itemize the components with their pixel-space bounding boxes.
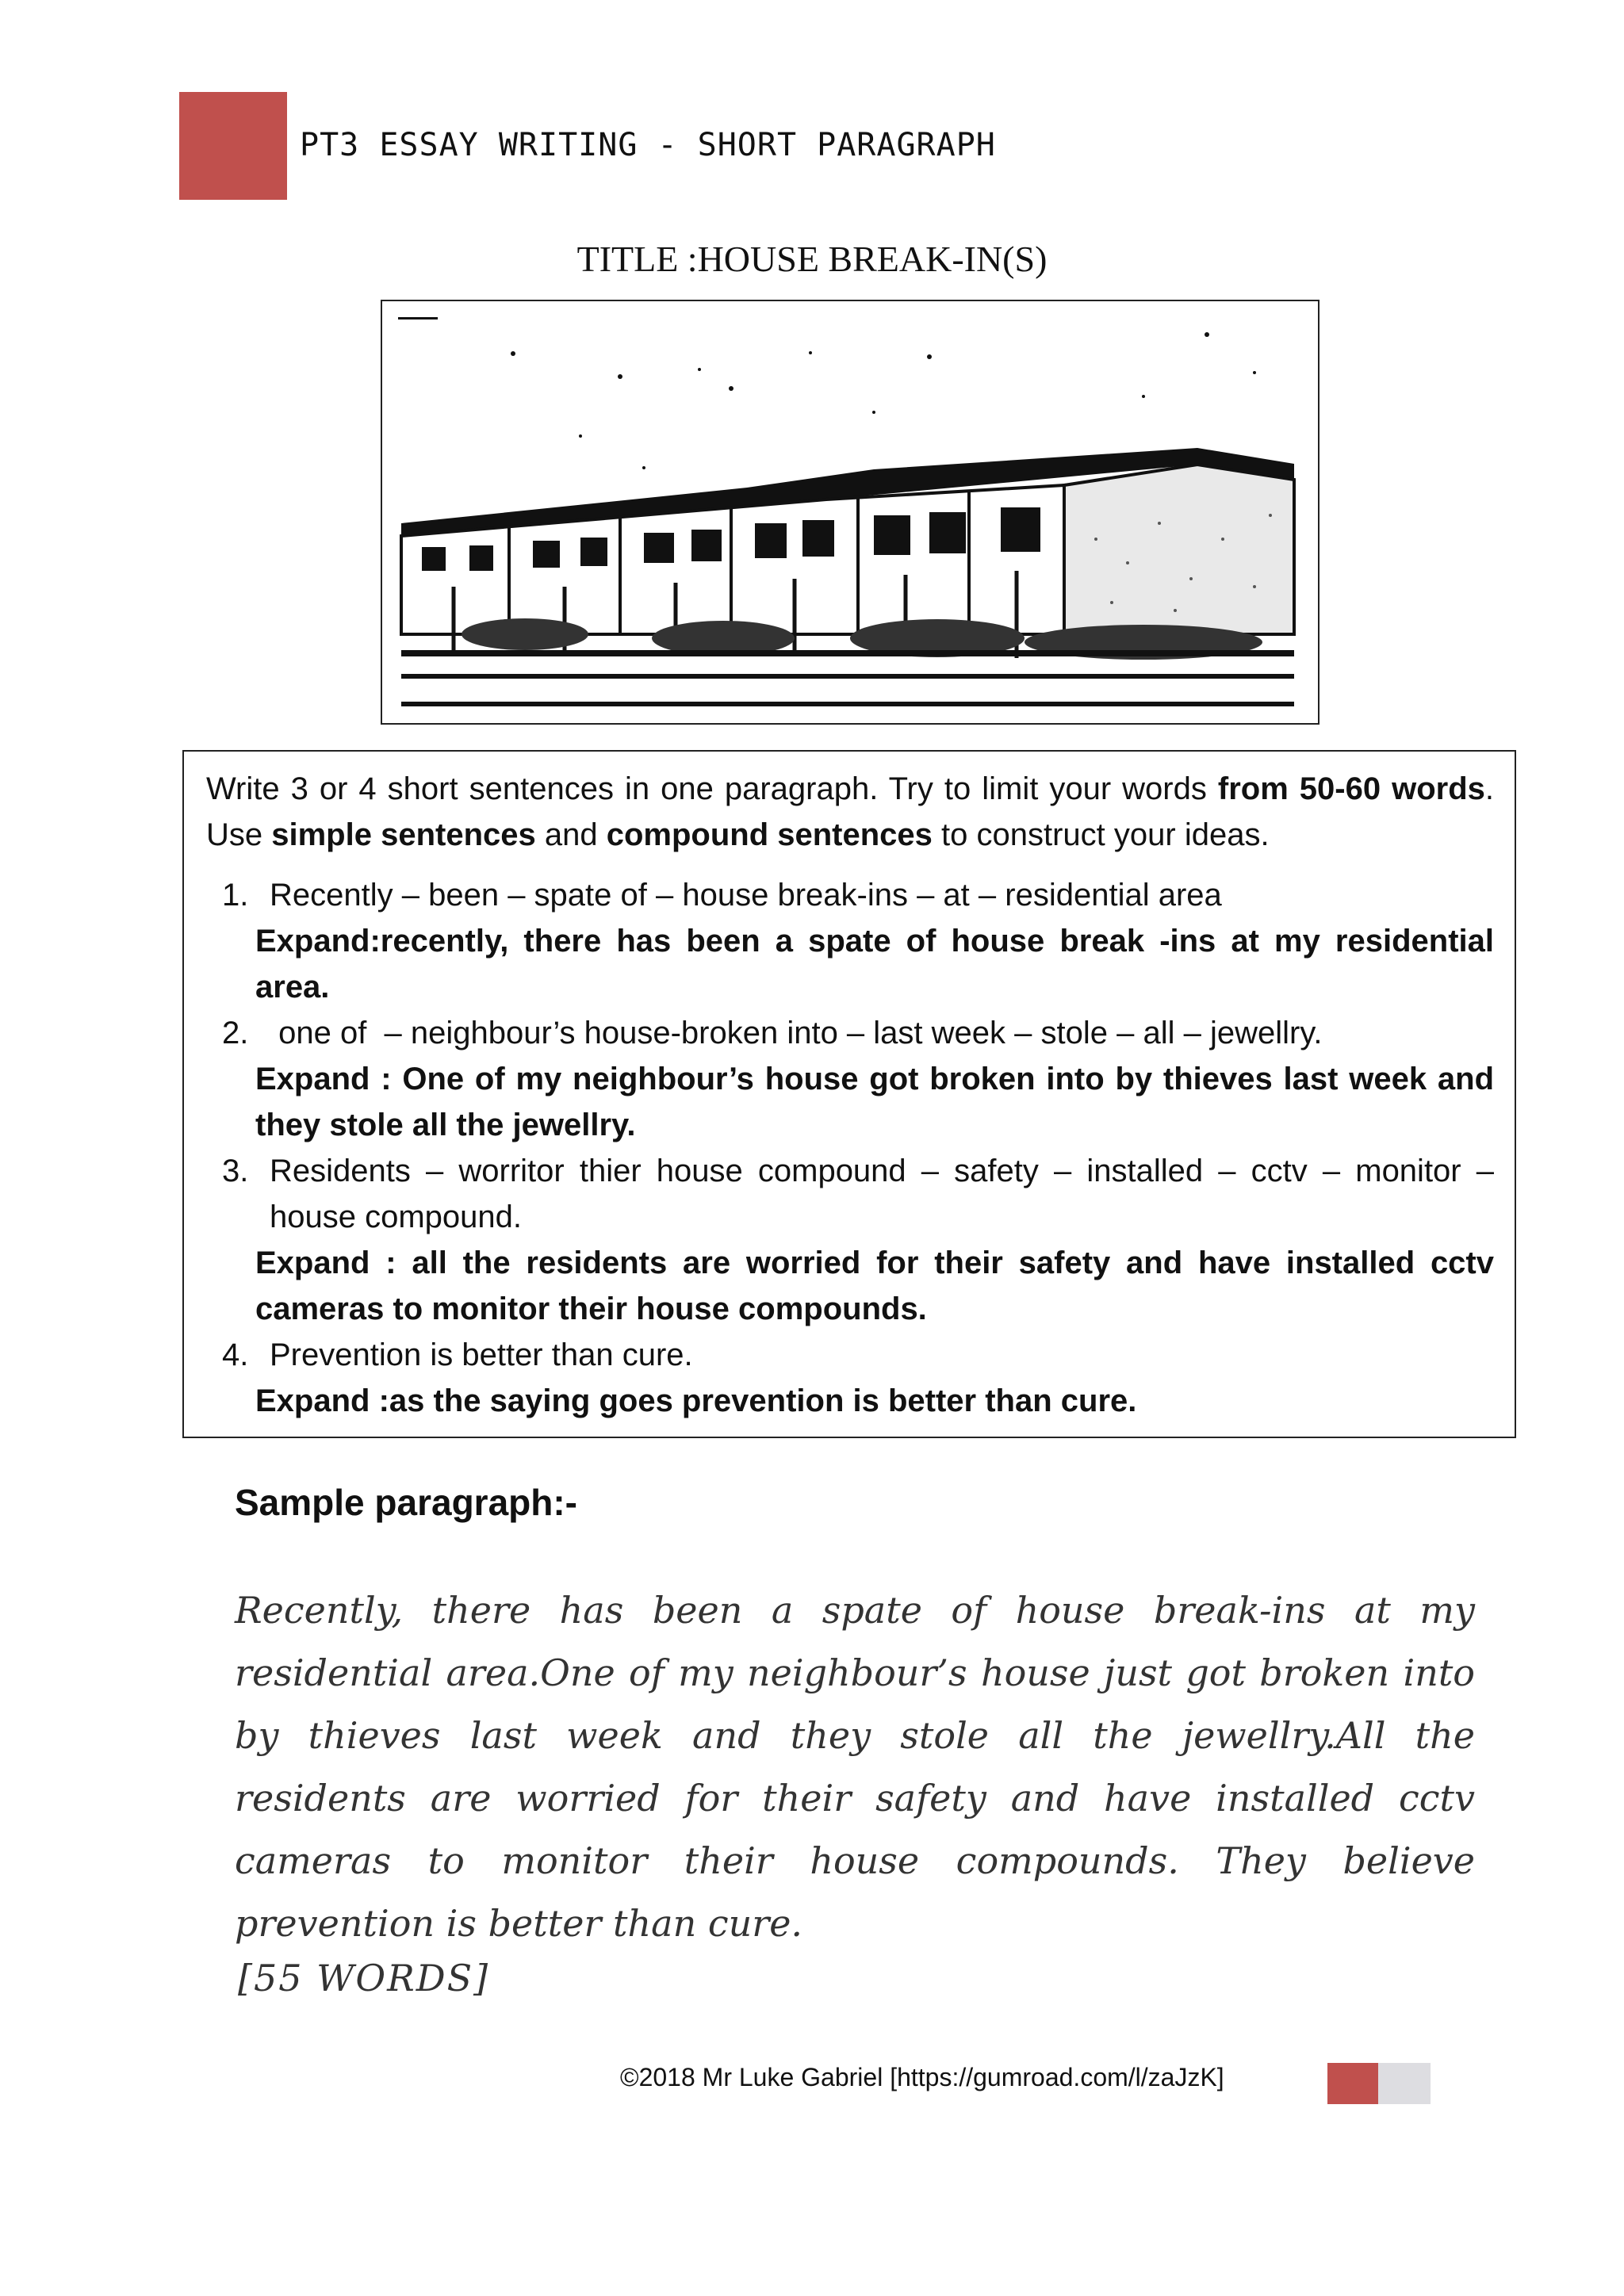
intro-word-limit: from 50-60 words [1217, 771, 1485, 806]
cue-item-1 [206, 872, 1494, 918]
cue-item-3 [206, 1148, 1494, 1240]
sample-paragraph: Recently, there has been a spate of house break-ins at my residential area.One of my neighbour’s house just got broken into by thieves last week and they stole all the jewellry.All the residents are worried for their safety and have installed cctv cameras to monitor their house compounds. They believe prevention is better than cure. [235, 1589, 1475, 1945]
cue-text: Recently – been – spate of – house break-ins – at – residential area [270, 878, 1222, 913]
footer-red-block [1327, 2063, 1378, 2104]
cue-item-4 [206, 1332, 1494, 1378]
word-count: [55 WORDS] [238, 1957, 490, 1999]
instructions-intro [206, 766, 1494, 858]
cue-text: Residents – worritor thier house compound – safety – installed – cctv – monitor – house compound. [270, 1154, 1494, 1234]
footer-copyright: ©2018 Mr Luke Gabriel [https://gumroad.com/l/zaJzK] [620, 2063, 1224, 2091]
expand-sentence-4: Expand :as the saying goes prevention is better than cure. [255, 1383, 1137, 1418]
intro-text-1: Write 3 or 4 short sentences in one paragraph. Try to limit your words [206, 771, 1218, 806]
sample-heading: Sample paragraph:- [235, 1482, 577, 1523]
expand-sentence-1: Expand:recently, there has been a spate of house break -ins at my residential area. [255, 924, 1494, 1004]
cue-text: Prevention is better than cure. [270, 1337, 693, 1372]
essay-title: TITLE :HOUSE BREAK-IN(S) [576, 239, 1048, 279]
intro-text-2: . Use [206, 771, 1494, 852]
cue-text: one of – neighbour’s house-broken into – last week – stole – all – jewellry. [270, 1016, 1323, 1050]
header-title: PT3 ESSAY WRITING - SHORT PARAGRAPH [300, 127, 996, 163]
intro-simple-sentences: simple sentences [271, 817, 536, 852]
cue-number: 3. [222, 1154, 249, 1188]
cue-item-2 [206, 1010, 1494, 1056]
expand-sentence-3: Expand : all the residents are worried for their safety and have installed cctv cameras to monitor their house compounds. [255, 1246, 1494, 1326]
cue-number: 1. [222, 878, 249, 913]
instructions-box [182, 750, 1516, 1438]
row-houses-illustration [381, 300, 1320, 725]
cue-number: 4. [222, 1337, 249, 1372]
footer-grey-block [1378, 2063, 1431, 2104]
expand-sentence-2: Expand : One of my neighbour’s house got broken into by thieves last week and they stole all the jewellry. [255, 1062, 1494, 1142]
row-houses-drawing [382, 301, 1318, 723]
header-red-square [179, 92, 287, 200]
intro-text-4: to construct your ideas. [932, 817, 1270, 852]
cue-number: 2. [222, 1016, 249, 1050]
intro-compound-sentences: compound sentences [606, 817, 933, 852]
intro-text-3: and [535, 817, 607, 852]
